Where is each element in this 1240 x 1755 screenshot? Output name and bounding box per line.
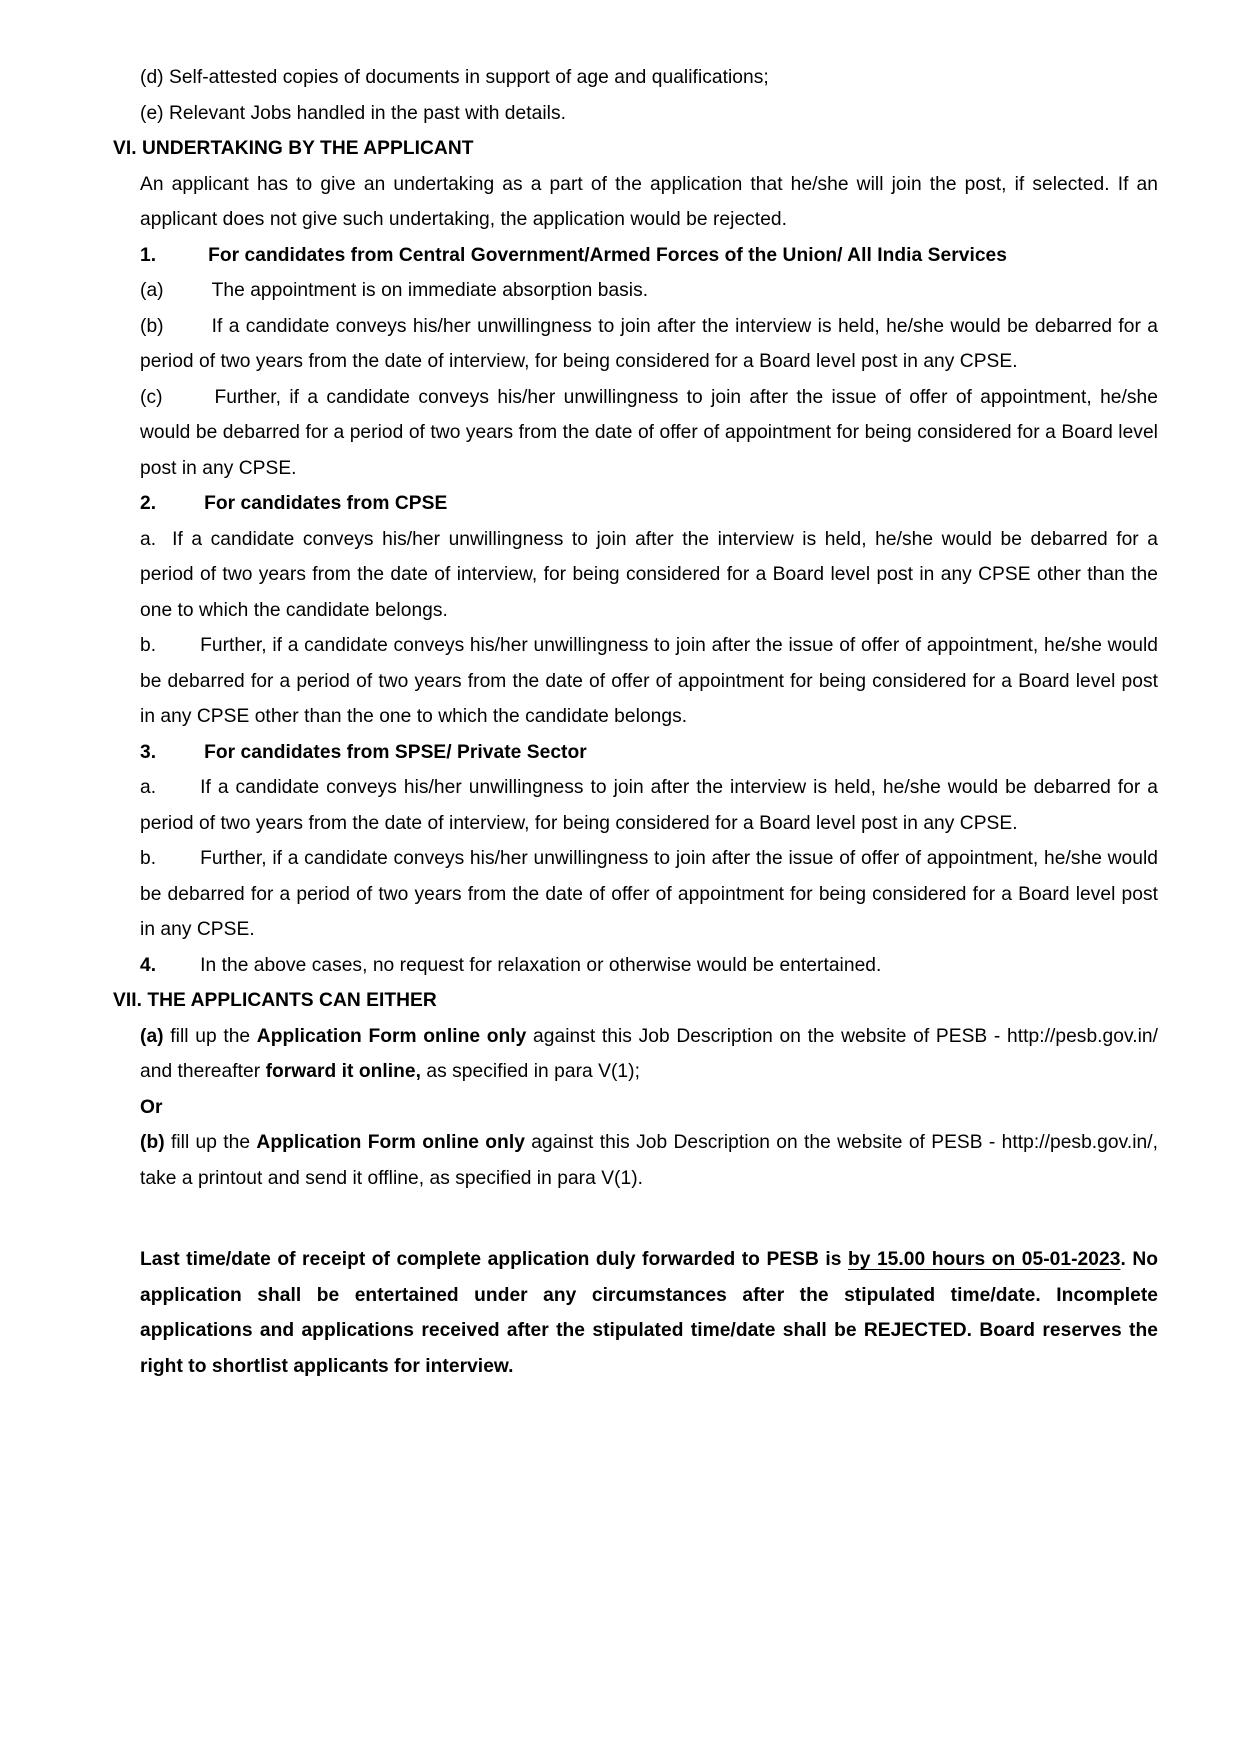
or-separator: Or (140, 1096, 163, 1118)
subsection-1-item-c-text: Further, if a candidate conveys his/her unwillingness to join after the issue of offer of appointment, he/she would be debarred for a period of two years from the date of offer of appointment for being considered for a Board level post in any CPSE. (140, 386, 1158, 479)
list-item-e: (e) Relevant Jobs handled in the past with details. (140, 102, 566, 124)
subsection-4-item (113, 948, 1158, 984)
subsection-1-item-c-label: (c) (140, 386, 163, 408)
subsection-4-text: In the above cases, no request for relaxation or otherwise would be entertained. (200, 954, 882, 976)
subsection-3-heading (113, 735, 1158, 771)
subsection-3-item-a-text: If a candidate conveys his/her unwillingness to join after the interview is held, he/she would be debarred for a period of two years from the date of interview, for being considered for a Board level post in any CPSE. (140, 777, 1158, 834)
subsection-2-title: For candidates from CPSE (204, 493, 448, 514)
subsection-1-item-b-label: (b) (140, 315, 164, 337)
subsection-2-item-b-text: Further, if a candidate conveys his/her unwillingness to join after the issue of offer of appointment, he/she would be debarred for a period of two years from the date of offer of appointment for being considered for a Board level post in any CPSE other than the one to which the candidate belongs. (140, 635, 1158, 727)
option-a-bold2: forward it online, (265, 1061, 422, 1082)
option-b-part1: fill up the (164, 1132, 257, 1153)
subsection-4-number: 4. (140, 954, 157, 976)
section-vi-intro: An applicant has to give an undertaking as a part of the application that he/she will join the post, if selected. If an applicant does not give such undertaking, the application would be rejected. (140, 173, 1158, 230)
final-note-deadline: by 15.00 hours on 05-01-2023 (847, 1249, 1121, 1270)
subsection-2-item-b (113, 628, 1158, 735)
subsection-1-heading (113, 238, 1158, 274)
final-deadline-note (113, 1242, 1158, 1384)
list-item-d: (d) Self-attested copies of documents in support of age and qualifications; (140, 67, 769, 88)
subsection-2-item-a-label: a. (140, 528, 157, 550)
subsection-3-item-b-text: Further, if a candidate conveys his/her unwillingness to join after the issue of offer of appointment, he/she would be debarred for a period of two years from the date of offer of appointment for being considered for a Board level post in any CPSE. (140, 848, 1158, 940)
subsection-1-title: For candidates from Central Government/Armed Forces of the Union/ All India Services (208, 244, 1007, 266)
option-b-part2: against this Job Description on the website of PESB - http://pesb.gov.in/, take a printout and send it offline, as specified in para V(1). (140, 1132, 1159, 1189)
spacer (113, 1196, 1158, 1242)
subsection-3-item-b-label: b. (140, 848, 157, 869)
option-b-label: (b) (140, 1132, 165, 1153)
section-heading-vi: VI. UNDERTAKING BY THE APPLICANT (113, 138, 474, 159)
final-note-part2: . No application shall be entertained under any circumstances after the stipulated time/date. Incomplete applications and applications received after the stipulated time/date shall be REJECTED. Board reserves the right to shortlist applicants for interview. (140, 1249, 1159, 1377)
subsection-2-heading (113, 486, 1158, 522)
subsection-1-item-b-text: If a candidate conveys his/her unwillingness to join after the interview is held, he/she would be debarred for a period of two years from the date of interview, for being considered for a Board level post in any CPSE. (140, 315, 1158, 372)
subsection-3-number: 3. (140, 741, 157, 763)
subsection-2-item-a (113, 522, 1158, 629)
option-a-paragraph (113, 1019, 1158, 1090)
option-a-part3: as specified in para V(1); (421, 1061, 640, 1082)
option-a-bold1: Application Form online only (256, 1025, 527, 1047)
subsection-3-title: For candidates from SPSE/ Private Sector (204, 741, 587, 763)
subsection-2-item-a-text: If a candidate conveys his/her unwillingness to join after the interview is held, he/she would be debarred for a period of two years from the date of interview, for being considered for a Board level post in any CPSE other than the one to which the candidate belongs. (140, 528, 1158, 621)
subsection-3-item-a-label: a. (140, 777, 157, 798)
option-b-paragraph (113, 1125, 1158, 1196)
subsection-1-item-c (113, 380, 1158, 487)
section-heading-vii: VII. THE APPLICANTS CAN EITHER (113, 990, 437, 1011)
option-a-label: (a) (140, 1025, 164, 1047)
subsection-3-item-a (113, 770, 1158, 841)
final-note-part1: Last time/date of receipt of complete application duly forwarded to PESB is (140, 1249, 848, 1270)
subsection-3-item-b (113, 841, 1158, 948)
subsection-2-number: 2. (140, 493, 157, 514)
subsection-1-item-a-label: (a) (140, 280, 164, 301)
option-a-part2: against this Job Description on the website of PESB - http://pesb.gov.in/ and thereafter (140, 1025, 1159, 1082)
subsection-2-item-b-label: b. (140, 635, 157, 656)
document-body (113, 60, 1158, 1384)
option-a-part1: fill up the (163, 1025, 257, 1047)
subsection-1-item-a (113, 273, 1158, 309)
subsection-1-number: 1. (140, 244, 157, 266)
subsection-1-item-a-text: The appointment is on immediate absorption basis. (211, 280, 649, 301)
option-b-bold1: Application Form online only (256, 1132, 525, 1153)
subsection-1-item-b (113, 309, 1158, 380)
